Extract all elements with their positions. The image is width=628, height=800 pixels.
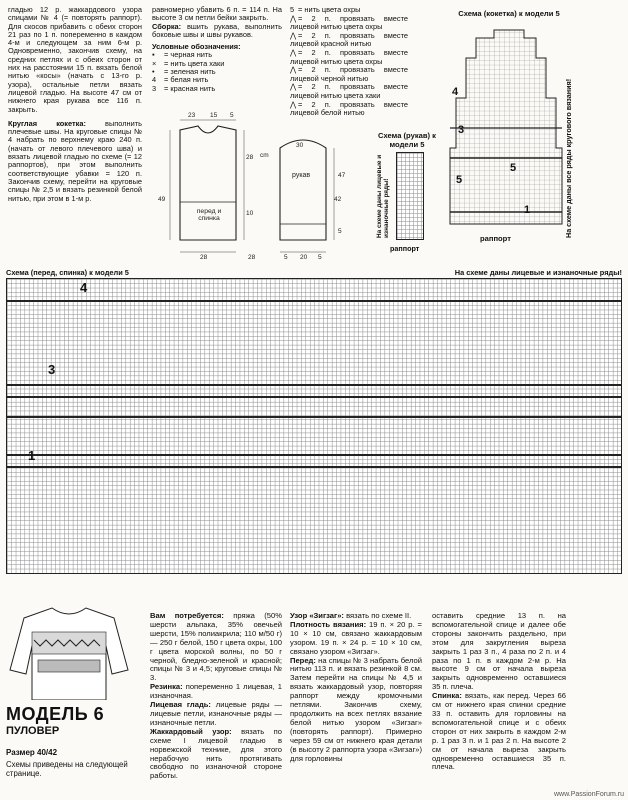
model-title: МОДЕЛЬ 6: [6, 704, 105, 724]
materials-heading: Вам потребуется:: [150, 611, 224, 620]
legend-label: = нить цвета охры: [298, 5, 361, 14]
model-size: Размер 40/42: [6, 748, 58, 757]
assembly-heading: Сборка:: [152, 21, 182, 31]
sleeve-chart-grid: [396, 152, 424, 240]
ribbing-text: попеременно 1 лицевая, 1 изнаночная.: [150, 682, 282, 701]
instructions-column-3: [150, 612, 282, 781]
color-legend: [152, 51, 282, 92]
dim-bottom-e: 28: [248, 254, 256, 261]
front-text: на спицы № 3 набрать белой нитью 113 п. и вязать резинкой 8 см. Затем перейти на спицы № 4,5 и вязать жаккардовый узор, повторяя раппорт между кромочными петлями. Закончив схему, продолжить на всех петлях вязание белой нитью узором «Зигзаг» (повторять раппорт). Примерно через 59 см от нижнего края детали (в высоту 2 раппорта узора «Зигзаг») для горловины: [290, 655, 422, 763]
sleeve-schema: [372, 132, 442, 262]
yoke-schema-note: На схеме даны все ряды кругового вязания!: [564, 78, 573, 238]
model-note: Схемы приведены на следующей странице.: [6, 760, 128, 778]
legend-label: = зеленая нить: [164, 67, 216, 77]
yoke-instructions: [8, 120, 142, 203]
garment-outline-svg: [148, 112, 370, 262]
legend-item: [290, 83, 408, 100]
main-schema-title: Схема (перед, спинка) к модели 5: [6, 268, 129, 277]
yoke-chart-outline: [444, 28, 574, 248]
back-text: вязать, как перед. Через 66 см от нижнего края спинки средние 33 п. оставить для горловины на вспомогательной спице и с обеих сторон от них закрыть в каждом 2-м р. 1 раз 3 п. и 1 раз 2 п. На высоте 2 см от начала выреза закрыть одновременно оставшиеся 35 п. плеча.: [432, 691, 566, 772]
main-schema-chart: [6, 278, 622, 574]
legend-item: [290, 15, 408, 32]
instructions-column-2: [152, 6, 282, 93]
main-schema-note: На схеме даны лицевые и изнаночные ряды!: [454, 268, 622, 277]
sleeve-dim-a: 47: [338, 172, 346, 179]
materials-text: пряжа (50% шерсти альпака, 35% овечьей шерсти, 15% полиакрила; 110 м/50 г) — 250 г белой, 150 г цвета охры, 100 г цвета морской волны, по 50 г черной, бледно-зеленой и красной; спицы № 3 и 4,5; круговые спицы № 3.: [150, 611, 282, 683]
yoke-row-number: 5: [456, 174, 463, 186]
legend-label: = черная нить: [164, 50, 213, 60]
dim-top-a: 23: [188, 112, 196, 119]
instructions-column-4: [290, 612, 422, 763]
jacquard-text: вязать по схеме I лицевой гладью в норвежской технике, для этого нерабочую нить протягивать свободно по изнаночной стороне работы.: [150, 726, 283, 781]
dim-bottom-d: 5: [318, 254, 322, 261]
dim-bottom-a: 28: [200, 254, 208, 261]
legend-item: [290, 49, 408, 66]
ribbing-paragraph: [150, 683, 282, 701]
yoke-rapport-label: раппорт: [480, 234, 511, 243]
legend-symbol: ▪: [152, 50, 155, 60]
gauge-text: 19 п. × 20 р. = 10 × 10 см, связано жаккардовым узором. 19 п. × 24 р. = 10 × 10 см, связано узором «Зигзаг».: [290, 619, 422, 656]
legend-label: = 2 п. провязать вместе лицевой красной нитью: [290, 30, 408, 49]
dim-top-c: 5: [230, 112, 234, 119]
sleeve-dim-b: 30: [296, 142, 304, 149]
legend-heading: Условные обозначения:: [152, 42, 241, 52]
legend-label: = белая нить: [164, 75, 209, 85]
stockinette-paragraph: [150, 701, 282, 728]
stockinette-text: лицевые ряды — лицевые петли, изнаночные ряды — изнаночные петли.: [150, 700, 283, 727]
garment-pattern-diagram: [148, 112, 370, 262]
materials-paragraph: [150, 612, 282, 683]
back-heading: Спинка:: [432, 691, 462, 701]
instructions-column-1: [8, 6, 142, 203]
main-row-number: 1: [28, 448, 36, 463]
legend-symbol: ⋀: [290, 99, 297, 109]
neckline-text: оставить средние 13 п. на вспомогательной спице и далее обе стороны закончить раздельно, при этом для закругления выреза закрыть 1 раз 3 п., 4 раза по 2 п. и 4 раза по 1 п. в каждом 2-м р. На высоте 9 см от начала выреза закрыть одновременно оставшиеся 35 п. плеча.: [432, 611, 566, 692]
band-line: [6, 396, 622, 398]
legend-label: = красная нить: [164, 83, 216, 93]
decrease-legend: [290, 6, 408, 118]
zigzag-text: вязать по схеме II.: [343, 611, 412, 620]
binding-text: равномерно убавить 6 п. = 114 п. На высоте 3 см петли бейки закрыть.: [152, 5, 282, 23]
legend-symbol: ⋀: [290, 65, 297, 75]
legend-symbol: ×: [152, 58, 157, 68]
dim-bottom-c: 20: [300, 254, 308, 261]
front-paragraph: [290, 657, 422, 764]
yoke-schema: [444, 6, 626, 266]
sleeve-instructions: гладью 12 р. жаккардового узора спицами № 4 (= повторять раппорт). Для скосов прибавить с обеих сторон 21 раз по 1 п. попеременно в каждом 4-м и следующем за ним 6-м р. Одновременно, закончив схему, на средних петлях и с обеих сторон от них на расстоянии 15 п. вязать белой нитью «косы» (начать с 13-го р. узора), остальные петли вязать лицевой гладью. На высоте 47 см от нижнего края рукава все 116 п. закрыть.: [8, 5, 142, 114]
legend-symbol: ⋀: [290, 13, 297, 23]
jacquard-paragraph: [150, 728, 282, 781]
dim-top-b: 15: [210, 112, 218, 119]
dim-side-b: 10: [246, 210, 254, 217]
legend-symbol: ⋀: [290, 30, 297, 40]
legend-symbol: ⋀: [290, 47, 297, 57]
legend-item: [290, 32, 408, 49]
sleeve-rapport-label: раппорт: [390, 244, 420, 253]
legend-label: = нить цвета хаки: [164, 58, 225, 68]
gauge-paragraph: [290, 621, 422, 657]
dim-side-d: 42: [334, 196, 342, 203]
yoke-heading: Круглая кокетка:: [8, 118, 86, 128]
legend-symbol: 3: [152, 83, 157, 93]
band-line: [6, 466, 622, 468]
yoke-row-number: 3: [458, 124, 465, 136]
front-heading: Перед:: [290, 655, 316, 665]
yoke-row-number: 5: [510, 162, 517, 174]
legend-symbol: •: [152, 67, 155, 77]
jacquard-heading: Жаккардовый узор:: [150, 726, 232, 736]
main-chart-grid: [6, 278, 622, 574]
legend-symbol: 4: [152, 75, 157, 85]
zigzag-heading: Узор «Зигзаг»:: [290, 611, 344, 620]
yoke-row-number: 1: [524, 204, 531, 216]
assembly-paragraph: [152, 23, 282, 40]
dim-bottom-b: 5: [284, 254, 288, 261]
band-line: [6, 454, 622, 456]
sleeve-schema-title: Схема (рукав) к модели 5: [378, 131, 436, 149]
sleeve-dim-c: 5: [338, 228, 342, 235]
legend-symbol: ⋀: [290, 82, 297, 92]
sweater-illustration: [4, 600, 134, 700]
sleeve-label: рукав: [292, 172, 311, 179]
gauge-heading: Плотность вязания:: [290, 619, 367, 629]
assembly-text: вшить рукава, выполнить боковые швы и швы рукавов.: [152, 21, 282, 39]
stockinette-heading: Лицевая гладь:: [150, 700, 211, 710]
back-paragraph: [432, 692, 566, 772]
yoke-row-number: 4: [452, 86, 459, 98]
legend-label: = 2 п. провязать вместе лицевой нитью цвета охры: [290, 47, 408, 66]
legend-label: = 2 п. провязать вместе лицевой нитью цвета охры: [290, 13, 408, 32]
legend-label: = 2 п. провязать вместе лицевой черной нитью: [290, 65, 408, 83]
ribbing-heading: Резинка:: [150, 682, 183, 692]
legend-symbol: 5: [290, 5, 295, 14]
dim-side-a: 28: [246, 154, 254, 161]
main-row-number: 4: [80, 280, 88, 295]
dim-unit: cm: [260, 152, 269, 159]
model-subtitle: ПУЛОВЕР: [6, 725, 60, 737]
band-line: [6, 384, 622, 386]
legend-item: [290, 66, 408, 83]
band-line: [6, 300, 622, 302]
instructions-column-5: [432, 612, 566, 772]
dim-side-c: 49: [158, 196, 166, 203]
band-line: [6, 416, 622, 418]
main-row-number: 3: [48, 362, 56, 377]
site-watermark: www.PassionForum.ru: [553, 791, 624, 798]
yoke-text: выполнить плечевые швы. На круговые спицы № 4 набрать по верхнему краю 240 п. (начать от левого плечевого шва) и вязать лицевой гладью по схеме (= 12 раппортов), при этом выполнить соответствующие убавки = 120 п. Закончив схему, перейти на круговые спицы № 2,5 и вязать резинкой белой нитью, при этом в 1-м р.: [8, 118, 143, 203]
legend-label: = 2 п. провязать вместе лицевой белой нитью: [290, 99, 408, 118]
sleeve-schema-note: На схеме даны лицевые и изнаночные ряды!: [376, 154, 390, 238]
legend-item: [152, 85, 282, 93]
legend-label: = 2 п. провязать вместе лицевой нитью цвета хаки: [290, 82, 408, 100]
yoke-schema-title: Схема (кокетка) к модели 5: [458, 9, 560, 18]
front-back-label: перед и спинка: [196, 208, 222, 222]
